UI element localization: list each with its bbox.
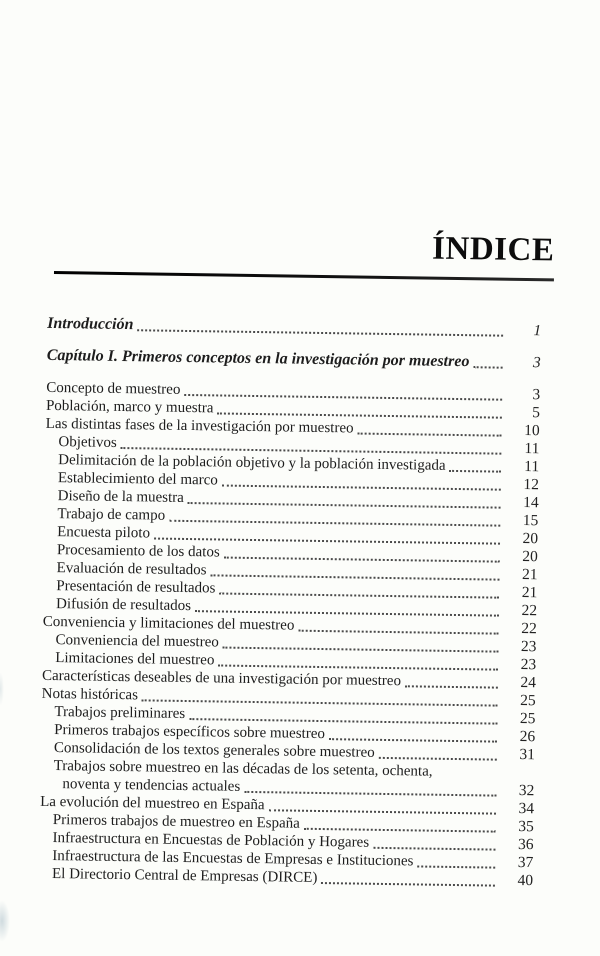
toc-entry bbox=[47, 347, 541, 372]
toc-entry-label: El Directorio Central de Empresas (DIRCE) bbox=[51, 866, 318, 886]
toc-entry-label: Concepto de muestreo bbox=[46, 379, 181, 398]
toc-entry-label: Diseño de la muestra bbox=[57, 488, 184, 506]
dotted-leader bbox=[321, 882, 495, 887]
toc-entry-page-number: 3 bbox=[532, 354, 541, 372]
toc-entry-label: Difusión de resultados bbox=[55, 596, 192, 615]
toc-entry-page-number: 36 bbox=[517, 835, 534, 854]
toc-entry-page-number: 21 bbox=[521, 583, 538, 602]
toc-entry-page-number: 23 bbox=[520, 637, 537, 656]
toc-entry-label: Conveniencia y limitaciones del muestreo bbox=[42, 613, 295, 634]
dotted-leader bbox=[298, 630, 498, 635]
dotted-leader bbox=[436, 778, 496, 779]
dotted-leader bbox=[373, 847, 495, 851]
toc-entry-page-number: 3 bbox=[532, 386, 541, 404]
toc-entry-page-number: 21 bbox=[521, 565, 538, 584]
toc-entry-page-number: 34 bbox=[518, 799, 535, 818]
dotted-leader bbox=[329, 738, 497, 742]
dotted-leader bbox=[405, 685, 498, 688]
dotted-leader bbox=[304, 828, 496, 833]
toc-entry-label: La evolución del muestreo en España bbox=[40, 793, 265, 814]
toc-entry-label: Las distintas fases de la investigación por muestreo bbox=[45, 415, 354, 437]
toc-entry-page-number: 1 bbox=[533, 322, 542, 340]
toc-entry-page-number: 22 bbox=[521, 619, 537, 638]
toc-entry-page-number: 12 bbox=[523, 475, 540, 494]
toc-entry bbox=[47, 315, 541, 340]
toc-entry-label: Trabajos preliminares bbox=[54, 704, 186, 722]
toc-entry-page-number: 20 bbox=[522, 529, 539, 548]
toc-entry-label: Consolidación de los textos generales sobre muestreo bbox=[53, 740, 375, 761]
toc-entry-label: Presentación de resultados bbox=[56, 578, 216, 597]
toc-entry-label: Objetivos bbox=[58, 434, 117, 451]
toc-entry-page-number: 40 bbox=[517, 871, 534, 890]
toc-entry-label: Trabajo de campo bbox=[57, 506, 166, 524]
toc-entry-page-number: 25 bbox=[519, 709, 536, 728]
toc-entry-page-number: 11 bbox=[524, 457, 540, 476]
toc-entry-page-number: 14 bbox=[523, 493, 539, 512]
toc-entry-label: Infraestructura de las Encuestas de Empresas e Instituciones bbox=[52, 848, 414, 870]
toc-entry-label: Primeros trabajos específicos sobre muestreo bbox=[54, 722, 326, 743]
dotted-leader bbox=[417, 865, 495, 868]
toc-entry-page-number: 15 bbox=[522, 511, 539, 530]
dotted-leader bbox=[357, 433, 501, 437]
toc-list bbox=[39, 315, 541, 890]
toc-entry-page-number: 20 bbox=[522, 547, 538, 566]
toc-entry-label: noventa y tendencias actuales bbox=[62, 776, 241, 795]
page-title: ÍNDICE bbox=[431, 230, 555, 269]
toc-entry-label: Delimitación de la población objetivo y la población investigada bbox=[58, 452, 446, 474]
dotted-leader bbox=[137, 329, 503, 336]
toc-entry-page-number: 35 bbox=[518, 817, 534, 836]
toc-entry-label: Notas históricas bbox=[41, 685, 139, 704]
dotted-leader bbox=[379, 757, 497, 761]
toc-entry-label: Primeros trabajos de muestreo en España bbox=[52, 812, 300, 832]
toc-entry-label: Infraestructura en Encuestas de Población y Hogares bbox=[52, 830, 370, 851]
toc-entry-label: Introducción bbox=[47, 314, 134, 334]
toc-entry-label: Evaluación de resultados bbox=[56, 560, 207, 579]
toc-entry-page-number: 10 bbox=[524, 421, 540, 440]
toc-entry-label: Características deseables de una investigación por muestreo bbox=[41, 667, 402, 690]
toc-entry-page-number: 37 bbox=[517, 853, 534, 872]
toc-entry-label: Limitaciones del muestreo bbox=[55, 650, 215, 669]
toc-entry-label: Procesamiento de los datos bbox=[56, 542, 220, 561]
dotted-leader bbox=[473, 366, 502, 368]
toc-entry-page-number: 11 bbox=[524, 440, 540, 458]
toc-entry-label: Encuesta piloto bbox=[57, 524, 151, 542]
toc-entry-label: Capítulo I. Primeros conceptos en la investigación por muestreo bbox=[46, 346, 470, 371]
toc-entry-page-number: 25 bbox=[520, 691, 536, 710]
toc-entry-page-number: 23 bbox=[520, 655, 537, 674]
toc-entry-label: Población, marco y muestra bbox=[45, 397, 214, 417]
toc-entry-page-number: 5 bbox=[532, 404, 541, 422]
toc-entry-page-number: 24 bbox=[520, 673, 537, 692]
toc-entry-page-number: 22 bbox=[521, 601, 538, 620]
toc-entry-page-number: 31 bbox=[519, 745, 536, 764]
toc-entry-page-number: 32 bbox=[518, 781, 535, 800]
toc-entry-label: Trabajos sobre muestreo en las décadas de los setenta, ochenta, bbox=[53, 758, 433, 780]
toc-entry-label: Conveniencia del muestreo bbox=[55, 632, 219, 651]
dotted-leader bbox=[449, 470, 501, 473]
toc-entry-page-number: 26 bbox=[519, 727, 536, 746]
title-rule bbox=[54, 271, 554, 281]
toc-entry-label: Establecimiento del marco bbox=[57, 470, 218, 489]
